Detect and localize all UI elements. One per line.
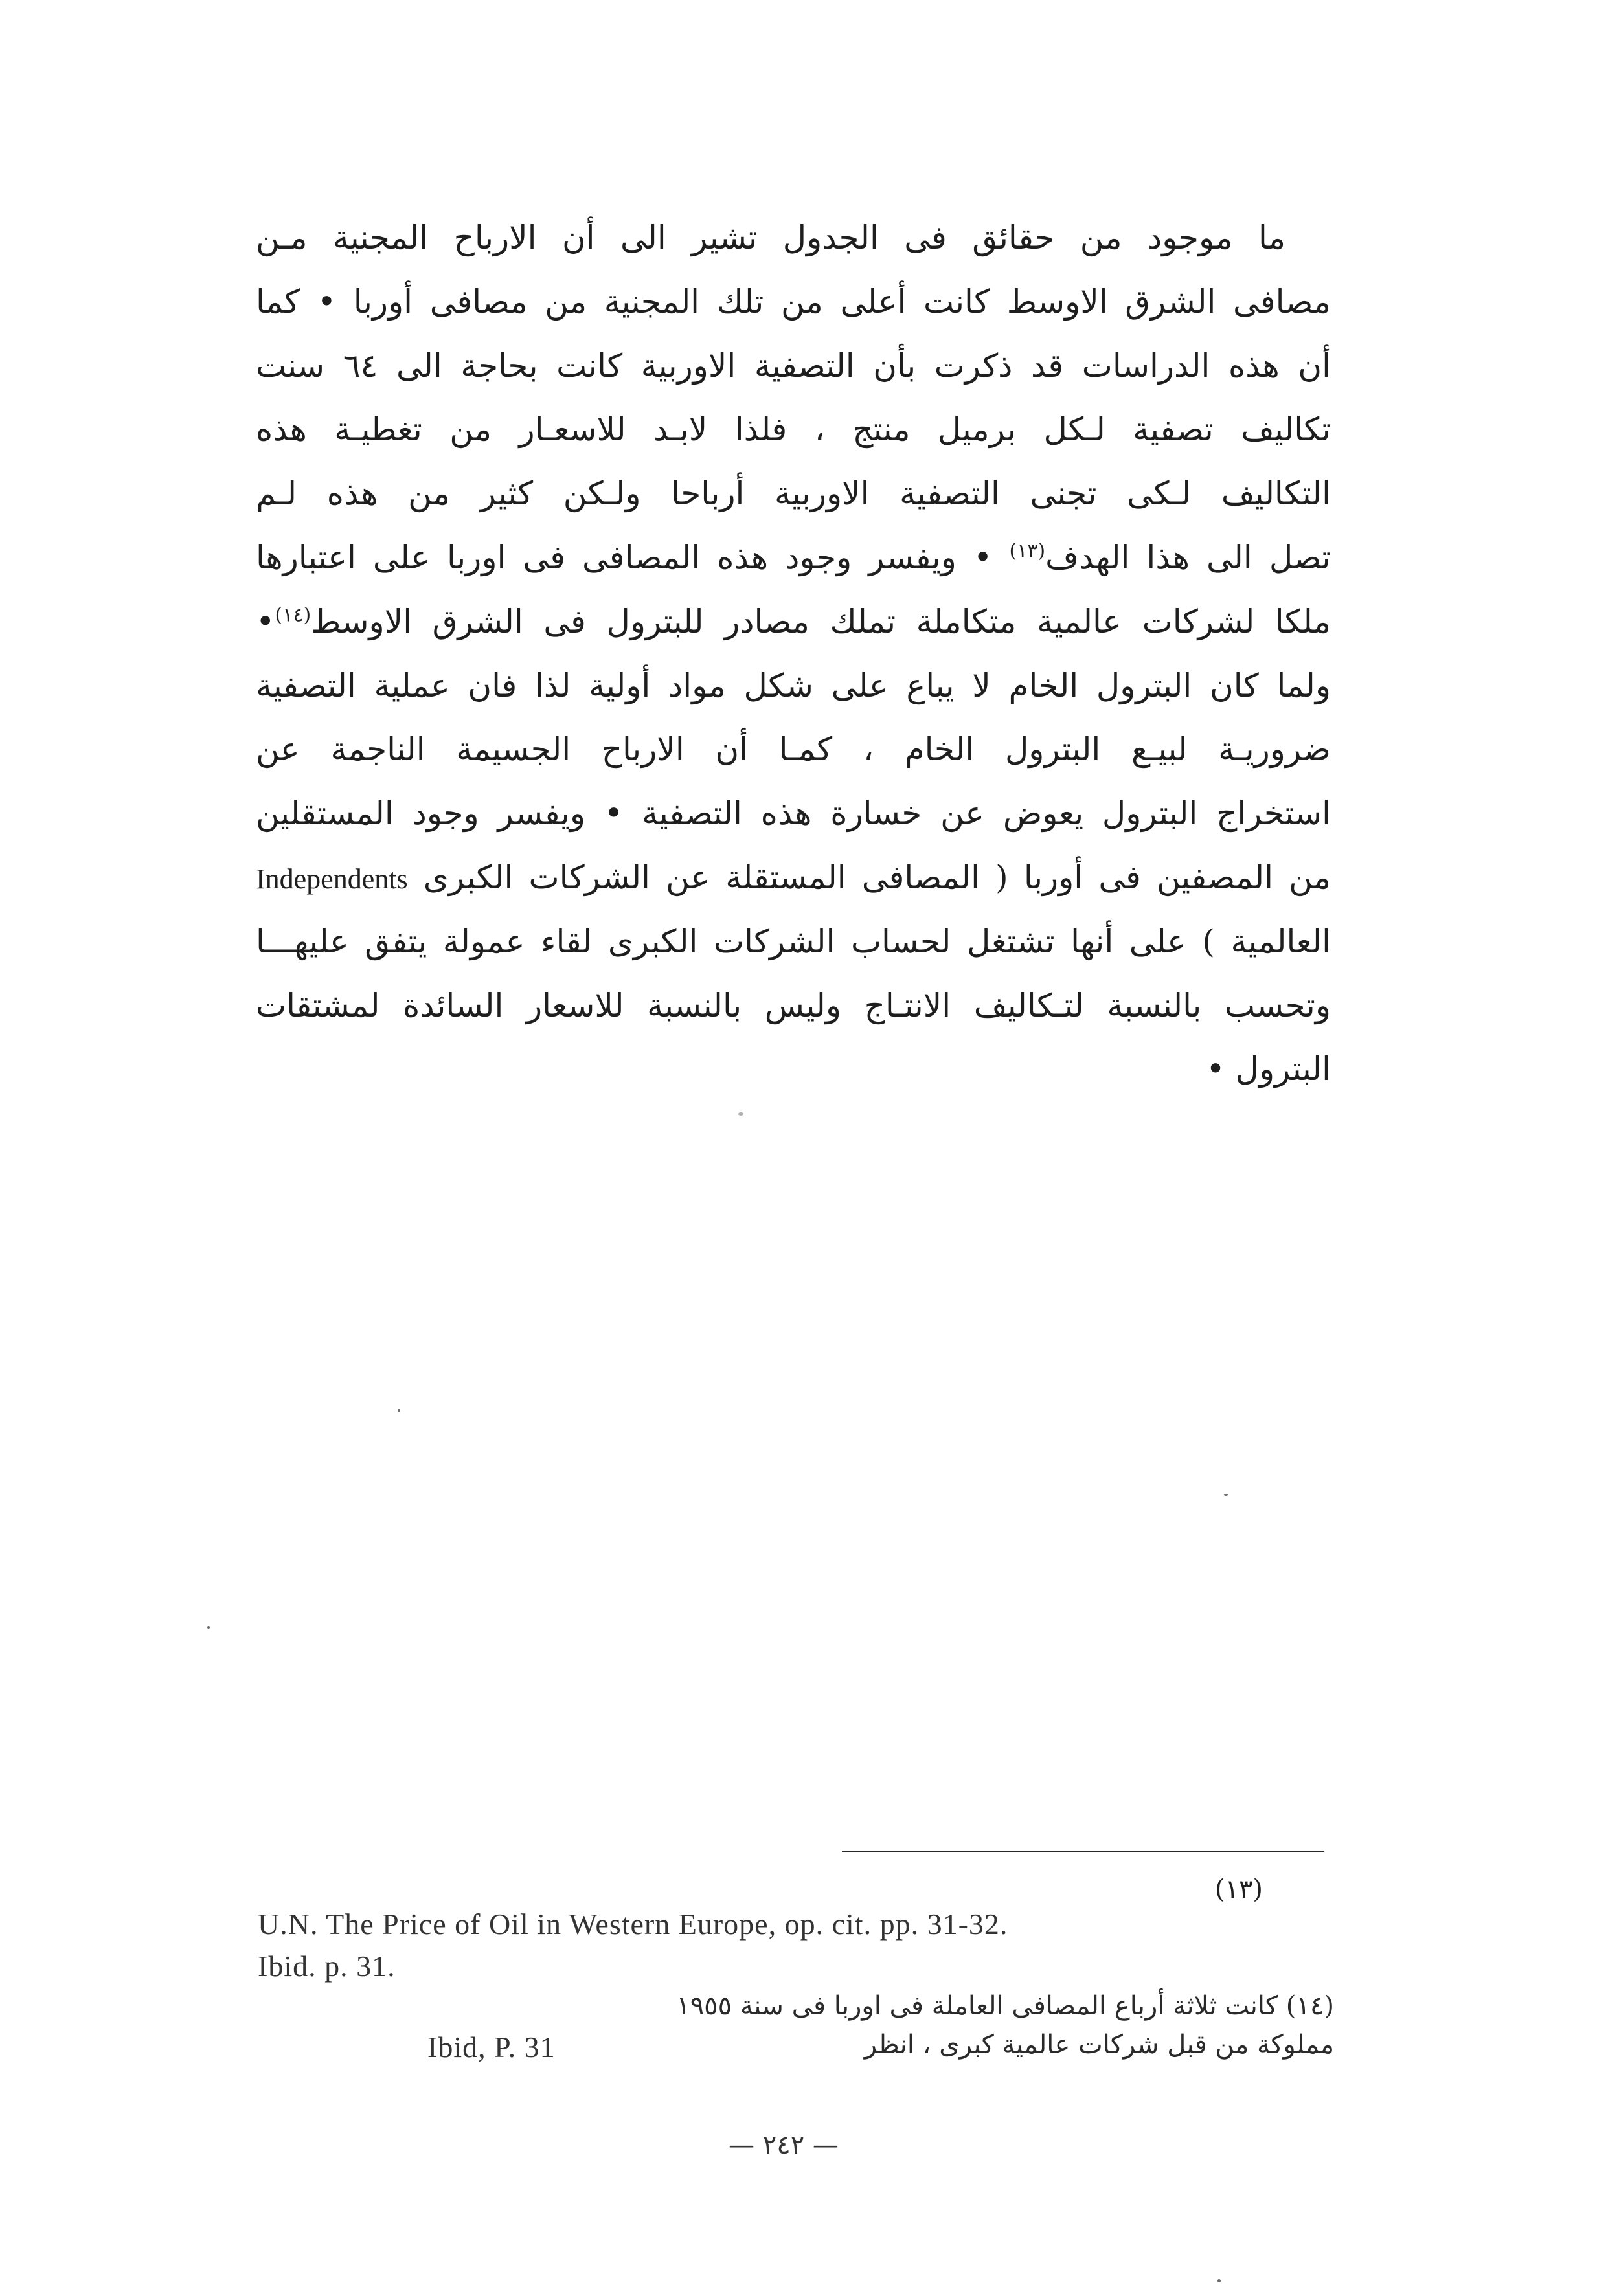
text-segment: تصل الى هذا الهدف [1045,538,1331,576]
text-segment: من المصفين فى أوربا ( المصافى المستقلة عن الشركات الكبرى [423,858,1331,896]
text-line: تكاليف تصفية لـكل برميل منتج ، فلذا لابـد للاسعـار من تغطيـة هذه [256,411,1331,449]
text-segment: • ويفسر وجود هذه المصافى فى اوربا على اعتبارها [256,538,993,576]
text-segment: ملكا لشركات عالمية متكاملة تملك مصادر للبترول فى الشرق الاوسط [311,602,1331,640]
text-line: استخراج البترول يعوض عن خسارة هذه التصفية • ويفسر وجود المستقلين [256,794,1331,833]
text-line: التكاليف لـكى تجنى التصفية الاوربية أرباحا ولـكن كثير من هذه لـم [256,475,1331,513]
scan-speck [398,1409,400,1412]
footnote-ref-14: (١٤) [275,603,311,627]
text-line [256,526,1331,590]
footnote-14-reference: Ibid, P. 31 [427,2031,556,2064]
scan-speck [207,1626,210,1629]
text-line: العالمية ) على أنها تشتغل لحساب الشركات الكبرى لقاء عمولة يتفق عليهـــا [256,922,1331,960]
text-line: مصافى الشرق الاوسط كانت أعلى من تلك المجنية من مصافى أوربا • كما [256,282,1331,321]
text-line: ضروريـة لبيـع البترول الخام ، كمـا أن الارباح الجسيمة الناجمة عن [256,730,1331,769]
text-line: وتحسب بالنسبة لتـكاليف الانتـاج وليس بالنسبة للاسعار السائدة لمشتقات [256,986,1331,1024]
scan-speck [1224,1494,1228,1496]
text-line [256,846,1331,910]
footnote-14-line-2: مملوكة من قبل شركات عالمية كبرى ، انظر [864,2030,1334,2060]
footnote-separator [842,1851,1324,1852]
text-line: ولما كان البترول الخام لا يباع على شكل مواد أولية لذا فان عملية التصفية [256,666,1331,704]
page-number: — ٢٤٢ — [729,2130,839,2160]
text-segment: • [256,602,275,640]
text-line: أن هذه الدراسات قد ذكرت بأن التصفية الاوربية كانت بحاجة الى ٦٤ سنت [256,346,1331,385]
text-line: ما موجود من حقائق فى الجدول تشير الى أن الارباح المجنية مـن [256,219,1285,256]
scan-speck [1217,2279,1221,2282]
footnote-14-line-1: (١٤) كانت ثلاثة أرباع المصافى العاملة فى اوربا فى سنة ١٩٥٥ [676,1991,1334,2021]
footnote-ref-13: (١٣) [1009,539,1046,563]
text-line: البترول • [1206,1050,1331,1088]
text-line [256,590,1331,654]
footnote-13-line-1: U.N. The Price of Oil in Western Europe, op. cit. pp. 31-32. [258,1908,1008,1941]
scan-speck [738,1112,743,1116]
english-term: Independents [256,862,408,895]
footnote-13-number: (١٣) [1214,1874,1263,1904]
footnote-13-line-2: Ibid. p. 31. [258,1950,396,1983]
body-paragraph [256,206,1331,1101]
